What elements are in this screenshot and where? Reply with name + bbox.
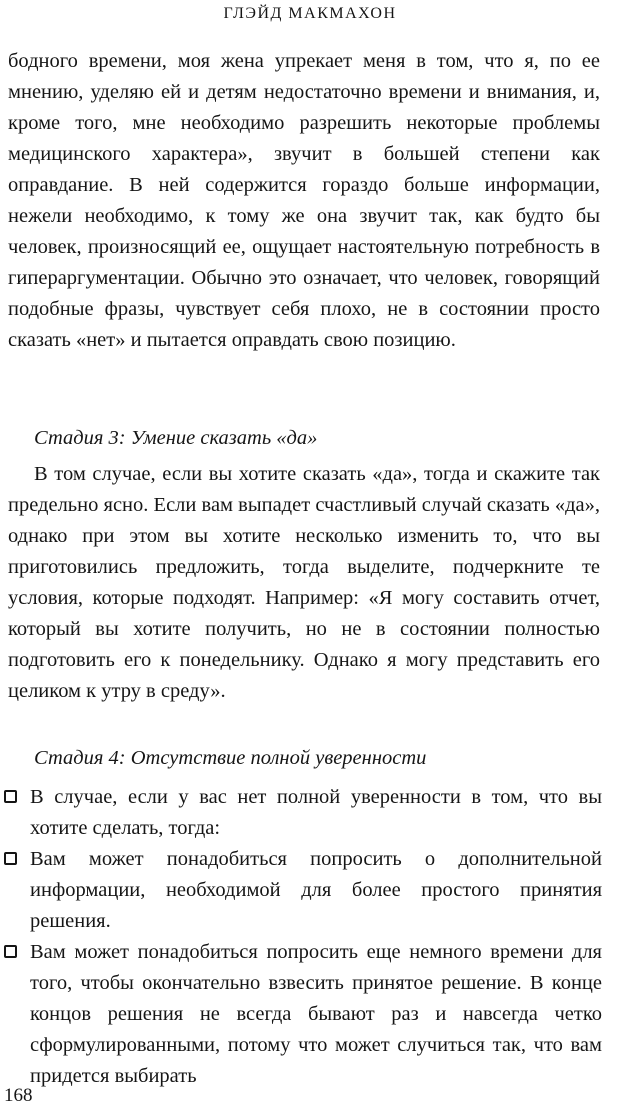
stage-3-heading: Стадия 3: Умение сказать «да» (34, 427, 318, 449)
paragraph-stage-3: В том случае, если вы хотите сказать «да», тогда и скажите так предельно ясно. Если вам выпадет счастливый случай сказать «да», однако при этом вы хотите несколько изменить то, что вы приготовились предложить, тогда выделите, подчеркните те условия, которые подходят. Например: «Я могу составить отчет, который вы хотите получить, но не в состоянии полностью подготовить его к понедельнику. Однако я могу представить его целиком к утру в среду». (8, 463, 600, 702)
checkbox-icon (4, 945, 17, 958)
list-item (4, 937, 602, 1092)
list-item (4, 782, 602, 844)
paragraph-continued: бодного времени, моя жена упрекает меня в том, что я, по ее мнению, уделяю ей и детям недостаточно времени и внимания, и, кроме того, мне необходимо разрешить некоторые проблемы медицинского характера», звучит в большей степени как оправдание. В ней содержится гораздо больше информации, нежели необходимо, к тому же она звучит так, как будто бы человек, произносящий ее, ощущает настоятельную потребность в гипераргументации. Обычно это означает, что человек, говорящий подобные фразы, чувствует себя плохо, не в состоянии просто сказать «нет» и пытается оправдать свою позицию. (8, 50, 600, 351)
checkbox-list (4, 782, 602, 1092)
list-item (4, 844, 602, 937)
stage-4-heading: Стадия 4: Отсутствие полной уверенности (34, 747, 427, 769)
checkbox-icon (4, 852, 17, 865)
list-item-text: Вам может понадобиться попросить еще немного времени для того, чтобы окончательно взвесить принятое решение. В конце концов решения не всегда бывают раз и навсегда четко сформулированными, потому что может случиться так, что вам придется выбирать (30, 941, 602, 1087)
list-item-text: В случае, если у вас нет полной уверенности в том, что вы хотите сделать, тогда: (30, 786, 602, 839)
running-head: ГЛЭЙД МАКМАХОН (223, 5, 397, 22)
page-number: 168 (4, 1085, 33, 1106)
checkbox-icon (4, 790, 17, 803)
list-item-text: Вам может понадобиться попросить о дополнительной информации, необходимой для более простого принятия решения. (30, 848, 602, 932)
